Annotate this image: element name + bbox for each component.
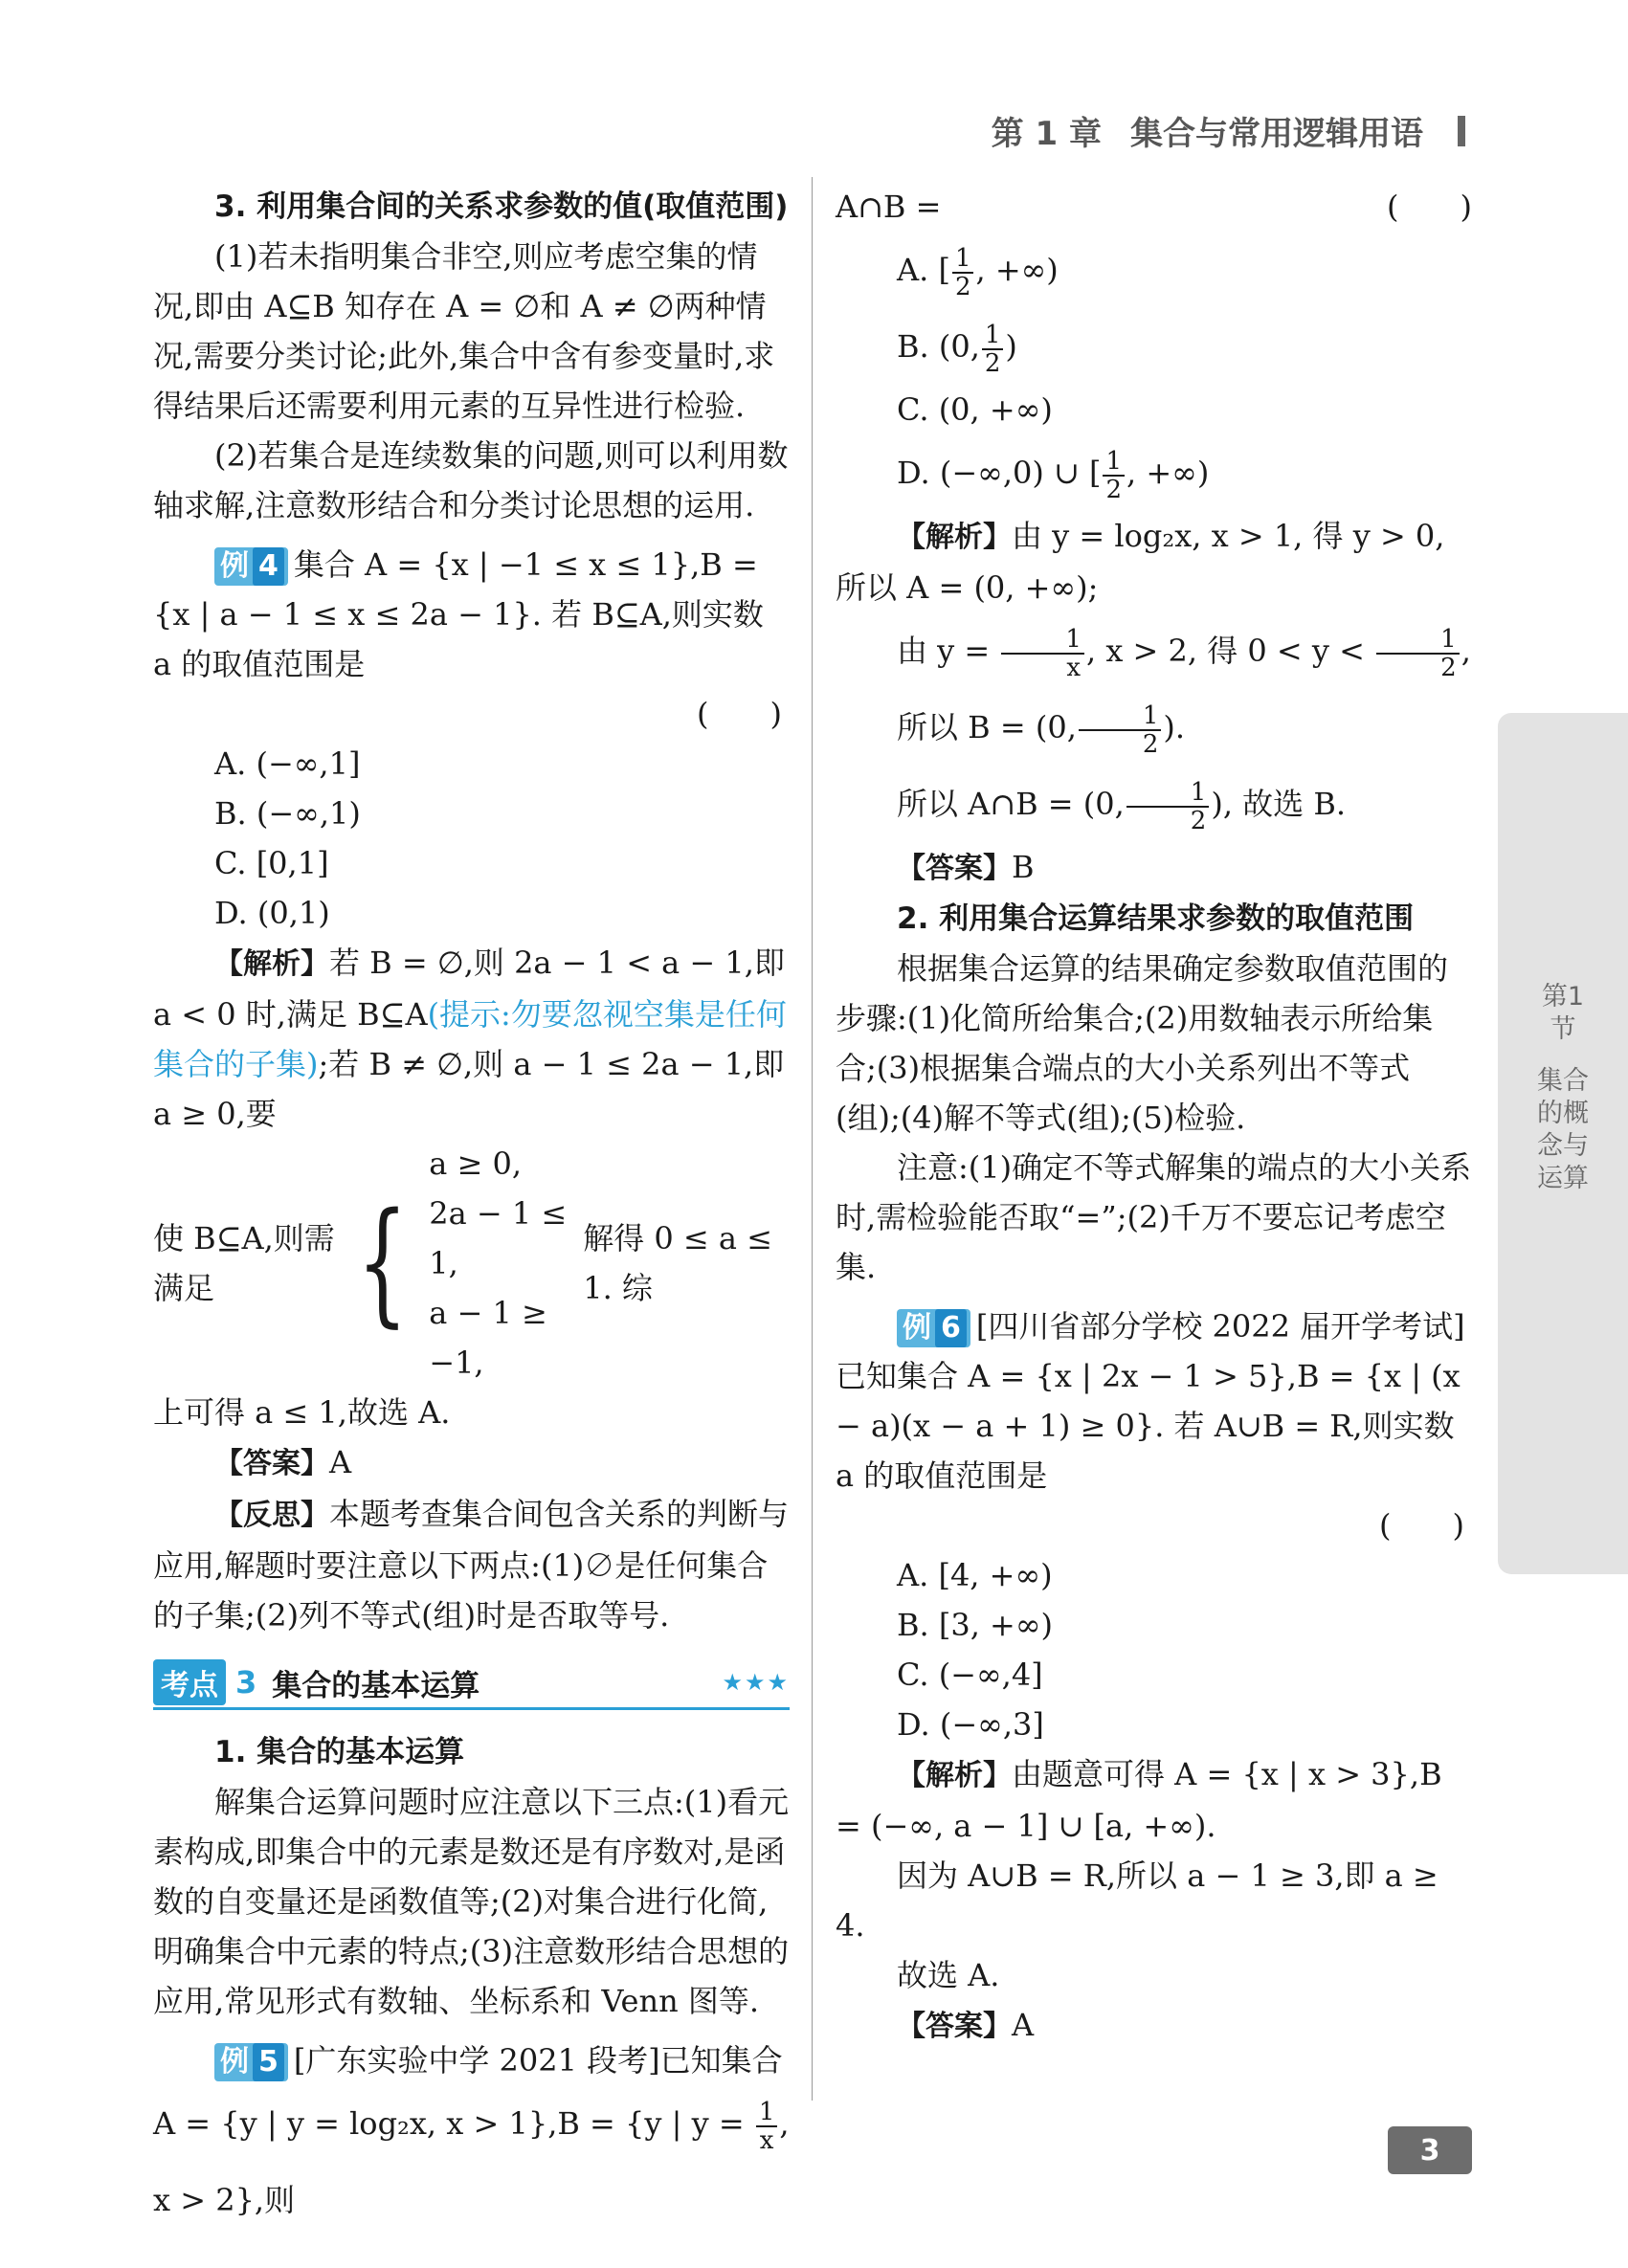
paragraph: (1)若未指明集合非空,则应考虑空集的情况,即由 A⊆B 知存在 A = ∅和 A ≠ ∅两种情况,需要分类讨论;此外,集合中含有参变量时,求得结果后还需要利用元素的互异性进行检验. bbox=[153, 238, 775, 424]
option-a: A. [4, +∞) bbox=[897, 1557, 1053, 1593]
example-badge: 例 6 bbox=[897, 1309, 970, 1347]
option-b: B. (−∞,1) bbox=[214, 795, 361, 832]
solution-step: 因为 A∪B = R,所以 a − 1 ≥ 3,即 a ≥ 4. bbox=[836, 1857, 1438, 1944]
topic-badge: 考点 bbox=[153, 1659, 226, 1705]
example-6-stem: 例 6 [四川省部分学校 2022 届开学考试]已知集合 A = {x | 2x − 1 > 5},B = {x | (x − a)(x − a + 1) ≥ 0}. 若 A∪B = R,则实数 a 的取值范围是 bbox=[836, 1308, 1465, 1494]
example-5-sets: A = {y | y = log₂x, x > 1},B = {y | y = $\frac{1}{x}$ , x > 2},则 bbox=[153, 2097, 790, 2218]
example-5-continued: A∩B = ( ) bbox=[836, 189, 1472, 225]
example-4-stem: 例 4 集合 A = {x | −1 ≤ x ≤ 1},B = {x | a − 1 ≤ x ≤ 2a − 1}. 若 B⊆A,则实数 a 的取值范围是 bbox=[153, 546, 764, 682]
solution-step: 由 y = $\frac{1}{x}$ , x > 2, 得 0 < y < $\frac{1}{2}$ , bbox=[897, 624, 1471, 682]
option-b: B. (0, $\frac{1}{2}$ ) bbox=[897, 320, 1017, 378]
topic-number: 3 bbox=[235, 1664, 257, 1701]
option-c: C. [0,1] bbox=[214, 845, 329, 881]
answer: 【答案】A bbox=[214, 1444, 352, 1480]
solution-step: 所以 A∩B = (0, $\frac{1}{2}$ ), 故选 B. bbox=[897, 777, 1347, 835]
chapter-label: 第 1 章 bbox=[991, 115, 1102, 153]
page-number: 3 bbox=[1388, 2126, 1472, 2174]
left-column bbox=[153, 182, 790, 2238]
topic-heading bbox=[153, 1657, 790, 1710]
paragraph: 注意:(1)确定不等式解集的端点的大小关系时,需检验能否取“=”;(2)千万不要忘记考虑空集. bbox=[836, 1149, 1472, 1285]
option-d: D. (−∞,0) ∪ [ $\frac{1}{2}$ , +∞) bbox=[897, 446, 1210, 504]
example-5-stem: 例 5 [广东实验中学 2021 段考]已知集合 bbox=[153, 2035, 790, 2085]
solution: 【解析】由 y = log₂x, x > 1, 得 y > 0, 所以 A = (0, +∞); bbox=[836, 518, 1445, 606]
answer: 【答案】B bbox=[897, 849, 1035, 885]
difficulty-stars: ★★★ bbox=[722, 1669, 790, 1696]
topic-title: 集合的基本运算 bbox=[272, 1668, 480, 1703]
option-d: D. (−∞,3] bbox=[897, 1706, 1044, 1743]
example-badge: 例 4 bbox=[214, 547, 288, 586]
paragraph: (2)若集合是连续数集的问题,则可以利用数轴求解,注意数形结合和分类讨论思想的运用. bbox=[153, 437, 789, 523]
chapter-title: 集合与常用逻辑用语 bbox=[1130, 115, 1423, 153]
subheading-1: 1. 集合的基本运算 bbox=[214, 1735, 465, 1769]
section-side-tab bbox=[1498, 713, 1628, 1574]
hint-text: (提示:勿要忽视空集是任何集合的子集) bbox=[153, 996, 787, 1082]
answer-paren: ( ) bbox=[697, 696, 782, 732]
option-d: D. (0,1) bbox=[214, 895, 330, 931]
subheading-3: 3. 利用集合间的关系求参数的值(取值范围) bbox=[214, 189, 789, 224]
solution-step: 故选 A. bbox=[897, 1957, 1000, 1993]
solution-step: 所以 B = (0, $\frac{1}{2}$ ). bbox=[897, 700, 1186, 759]
option-a: A. (−∞,1] bbox=[214, 745, 361, 782]
section-number: 第1节 bbox=[1541, 982, 1585, 1044]
section-title: 集合的概念与运算 bbox=[1537, 1066, 1589, 1193]
page-header bbox=[992, 107, 1465, 154]
right-column bbox=[836, 182, 1472, 2052]
answer: 【答案】A bbox=[897, 2007, 1035, 2043]
example-badge: 例 5 bbox=[214, 2043, 288, 2081]
option-c: C. (0, +∞) bbox=[897, 391, 1053, 428]
inequality-system: 使 B⊆A,则需满足 { a ≥ 0, 2a − 1 ≤ 1, a − 1 ≥ −1, 解得 0 ≤ a ≤ 1. 综 bbox=[153, 1145, 772, 1381]
option-b: B. [3, +∞) bbox=[897, 1607, 1053, 1643]
paragraph: 根据集合运算的结果确定参数取值范围的步骤:(1)化简所给集合;(2)用数轴表示所给集合;(3)根据集合端点的大小关系列出不等式(组);(4)解不等式(组);(5)检验. bbox=[836, 950, 1449, 1136]
solution: 【解析】由题意可得 A = {x | x > 3},B = (−∞, a − 1] ∪ [a, +∞). bbox=[836, 1756, 1442, 1844]
subheading-2: 2. 利用集合运算结果求参数的取值范围 bbox=[897, 901, 1415, 936]
solution-conclusion: 上可得 a ≤ 1,故选 A. bbox=[153, 1394, 451, 1431]
reflection: 【反思】本题考查集合间包含关系的判断与应用,解题时要注意以下两点:(1)∅是任何集合的子集;(2)列不等式(组)时是否取等号. bbox=[153, 1496, 790, 1634]
option-c: C. (−∞,4] bbox=[897, 1657, 1043, 1693]
answer-paren: ( ) bbox=[1379, 1507, 1464, 1544]
paragraph: 解集合运算问题时应注意以下三点:(1)看元素构成,即集合中的元素是数还是有序数对,是函数的自变量还是函数值等;(2)对集合进行化简,明确集合中元素的特点;(3)注意数形结合思想的应用,常见形式有数轴、坐标系和 Venn 图等. bbox=[153, 1784, 790, 2019]
column-divider bbox=[812, 177, 813, 2101]
header-bar bbox=[1458, 116, 1465, 146]
solution: 【解析】若 B = ∅,则 2a − 1 < a − 1,即 a < 0 时,满足 B⊆A(提示:勿要忽视空集是任何集合的子集);若 B ≠ ∅,则 a − 1 ≤ 2a − 1,即 a ≥ 0,要 bbox=[153, 945, 787, 1132]
option-a: A. [ $\frac{1}{2}$ , +∞) bbox=[897, 243, 1059, 301]
